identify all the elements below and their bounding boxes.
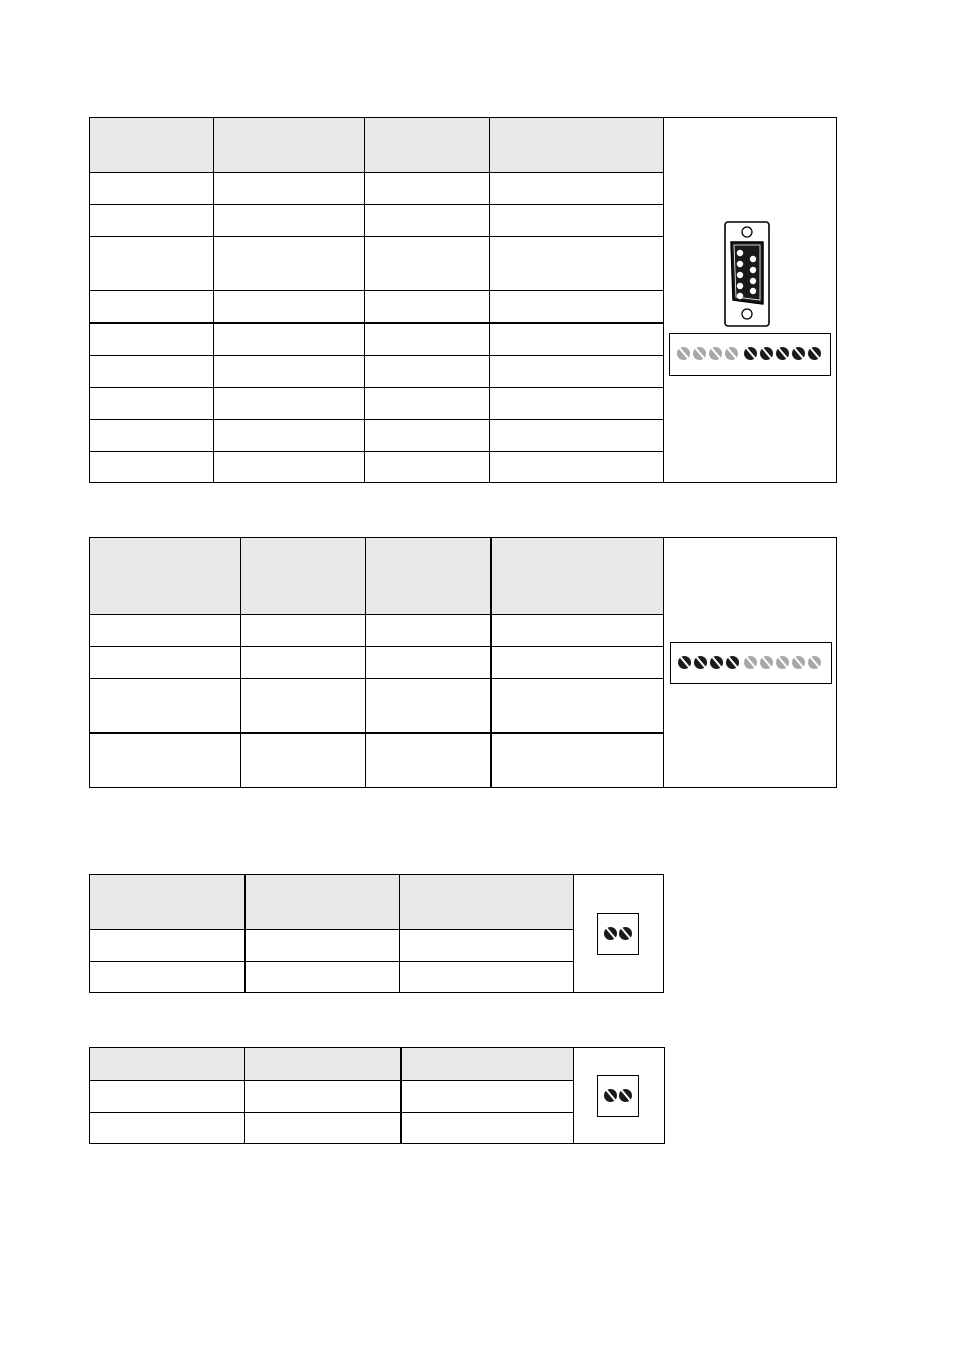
two-terminal-icon (597, 1075, 639, 1117)
terminal-screw-icon (725, 347, 738, 360)
table-4-header (90, 1048, 573, 1080)
table-2-header (90, 538, 663, 614)
terminal-screw-icon (604, 1089, 617, 1102)
terminal-screw-icon (619, 1089, 632, 1102)
terminal-screw-icon (678, 656, 691, 669)
two-terminal-icon (597, 913, 639, 955)
terminal-screw-icon (710, 656, 723, 669)
terminal-screw-icon (792, 347, 805, 360)
table-2 (89, 537, 837, 788)
terminal-screw-icon (709, 347, 722, 360)
terminal-screw-icon (792, 656, 805, 669)
terminal-screw-icon (619, 927, 632, 940)
table-4 (89, 1047, 665, 1144)
terminal-strip-icon (670, 642, 832, 684)
table-1 (89, 117, 837, 483)
terminal-screw-icon (808, 656, 821, 669)
terminal-screw-icon (776, 347, 789, 360)
terminal-screw-icon (776, 656, 789, 669)
terminal-screw-icon (760, 347, 773, 360)
table-3-header (90, 875, 573, 929)
terminal-screw-icon (744, 656, 757, 669)
table-3 (89, 874, 664, 993)
terminal-screw-icon (693, 347, 706, 360)
terminal-screw-icon (808, 347, 821, 360)
terminal-screw-icon (726, 656, 739, 669)
table-1-header (90, 118, 663, 172)
db9-connector-icon (723, 220, 771, 328)
terminal-screw-icon (677, 347, 690, 360)
terminal-screw-icon (604, 927, 617, 940)
terminal-screw-icon (744, 347, 757, 360)
terminal-screw-icon (760, 656, 773, 669)
terminal-screw-icon (694, 656, 707, 669)
terminal-strip-icon (669, 333, 831, 376)
